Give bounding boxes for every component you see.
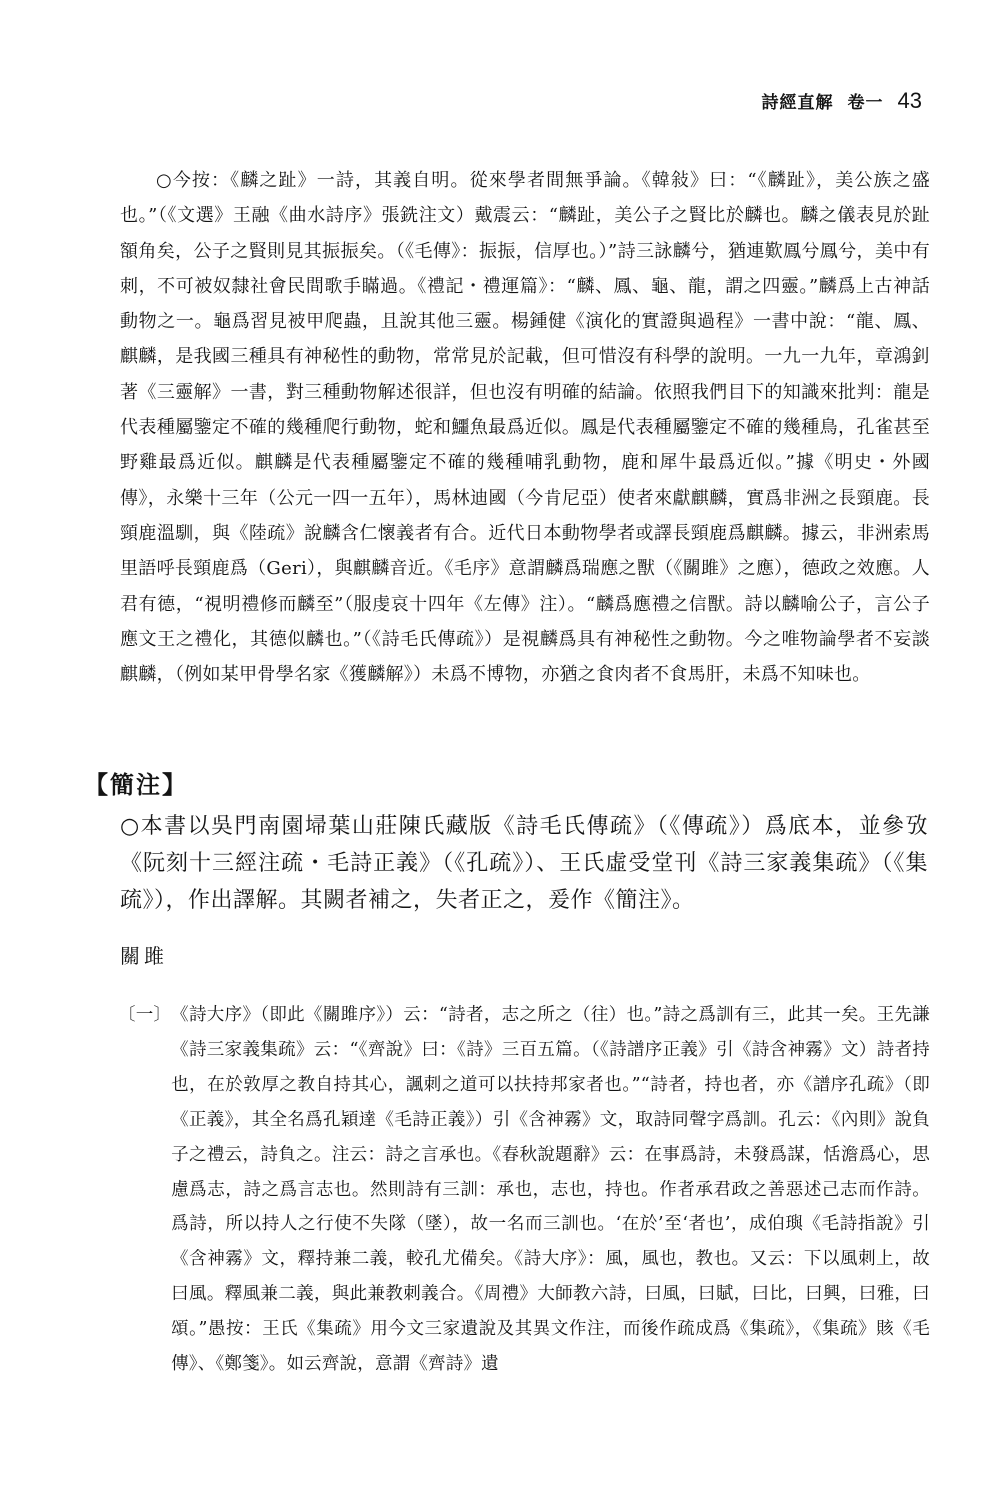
notes-intro-paragraph: ○本書以吳門南園埽葉山莊陳氏藏版《詩毛氏傳疏》（《傳疏》）爲底本，並參攷《阮刻十三經注疏・毛詩正義》（《孔疏》）、王氏虛受堂刊《詩三家義集疏》（《集疏》），作出譯解。其闕者補之，失者正之，爰作《簡注》。 bbox=[120, 814, 928, 913]
notes-intro bbox=[120, 808, 928, 919]
page-number: 43 bbox=[897, 88, 922, 113]
commentary-section bbox=[120, 163, 930, 692]
commentary-paragraph: ○今按：《麟之趾》一詩，其義自明。從來學者間無爭論。《韓敍》曰：“《麟趾》，美公族之盛也。”（《文選》王融《曲水詩序》張銑注文）戴震云：“麟趾，美公子之賢比於麟也。麟之儀表見於趾額角矣，公子之賢則見其振振矣。（《毛傳》：振振，信厚也。）”詩三詠麟兮，猶連歎鳳兮鳳兮，美中有刺，不可被奴隸社會民間歌手瞞過。《禮記・禮運篇》：“麟、鳳、龜、龍，謂之四靈。”麟爲上古神話動物之一。龜爲習見被甲爬蟲，且說其他三靈。楊鍾健《演化的實證與過程》一書中說：“龍、鳳、麒麟，是我國三種具有神秘性的動物，常常見於記載，但可惜沒有科學的說明。一九一九年，章鴻釗著《三靈解》一書，對三種動物解述很詳，但也沒有明確的結論。依照我們目下的知識來批判：龍是代表種屬鑒定不確的幾種爬行動物，蛇和鱷魚最爲近似。鳳是代表種屬鑒定不確的幾種鳥，孔雀甚至野雞最爲近似。麒麟是代表種屬鑒定不確的幾種哺乳動物，鹿和犀牛最爲近似。”據《明史・外國傳》，永樂十三年（公元一四一五年），馬林迪國（今肯尼亞）使者來獻麒麟，實爲非洲之長頸鹿。長頸鹿溫馴，與《陸疏》說麟含仁懷義者有合。近代日本動物學者或譯長頸鹿爲麒麟。據云，非洲索馬里語呼長頸鹿爲（Geri），與麒麟音近。《毛序》意謂麟爲瑞應之獸（《關雎》之應），德政之效應。人君有德，“視明禮修而麟至”（服虔哀十四年《左傳》注）。“麟爲應禮之信獸。詩以麟喻公子，言公子應文王之禮化，其德似麟也。”（《詩毛氏傳疏》）是視麟爲具有神秘性之動物。今之唯物論學者不妄談麒麟，（例如某甲骨學名家《獲麟解》）未爲不博物，亦猶之食肉者不食馬肝，未爲不知味也。 bbox=[120, 170, 930, 686]
running-head bbox=[762, 88, 922, 118]
running-head-book-title: 詩經直解 bbox=[761, 93, 834, 113]
notes-heading: 【簡注】 bbox=[84, 770, 188, 799]
note-text: 《詩大序》（即此《關雎序》）云：“詩者，志之所之（往）也。”詩之爲訓有三，此其一矣。王先謙《詩三家義集疏》云：“《齊說》曰：《詩》三百五篇。（《詩譜序正義》引《詩含神霧》文）詩者持也，在於敦厚之教自持其心，諷刺之道可以扶持邦家者也。”“詩者，持也者，亦《譜序孔疏》（即《正義》，其全名爲孔穎達《毛詩正義》）引《含神霧》文，取詩同聲字爲訓。孔云：《內則》說負子之禮云，詩負之。注云：詩之言承也。《春秋說題辭》云：在事爲詩，未發爲謀，恬澹爲心，思慮爲志，詩之爲言志也。然則詩有三訓：承也，志也，持也。作者承君政之善惡述己志而作詩。爲詩，所以持人之行使不失隊（墜），故一名而三訓也。‘在於’至‘者也’，成伯璵《毛詩指說》引《含神霧》文，釋持兼二義，較孔尤備矣。《詩大序》：風，風也，教也。又云：下以風刺上，故曰風。釋風兼二義，與此兼教刺義合。《周禮》大師教六詩，曰風，曰賦，曰比，曰興，曰雅，曰頌。”愚按：王氏《集疏》用今文三家遺說及其異文作注，而後作疏成爲《集疏》，《集疏》賅《毛傳》、《鄭箋》。如云齊說，意謂《齊詩》遺 bbox=[171, 1005, 930, 1375]
note-item bbox=[118, 998, 930, 1382]
notes-list bbox=[118, 998, 930, 1382]
note-marker: 〔一〕 bbox=[118, 1005, 172, 1025]
poem-title: 關雎 bbox=[120, 944, 168, 968]
running-head-volume: 卷一 bbox=[847, 93, 884, 113]
